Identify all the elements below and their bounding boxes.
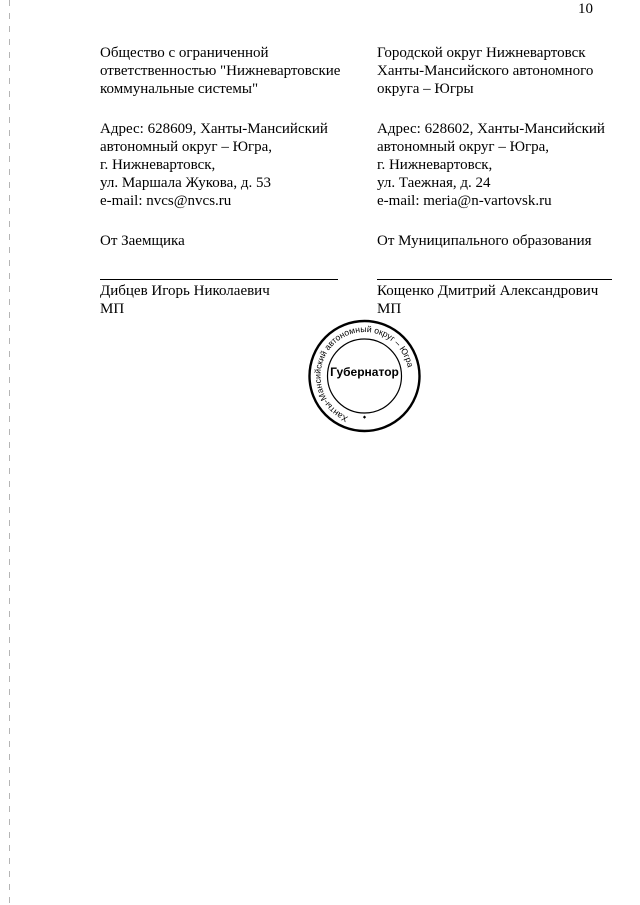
municipality-org-line: Городской округ Нижневартовск bbox=[377, 45, 586, 61]
page-number: 10 bbox=[578, 1, 593, 17]
municipality-org-line: Ханты-Мансийского автономного bbox=[377, 63, 594, 79]
borrower-signer-name: Дибцев Игорь Николаевич bbox=[100, 283, 270, 299]
municipality-address-line: Адрес: 628602, Ханты-Мансийский bbox=[377, 121, 605, 137]
borrower-org-line: ответственностью "Нижневартовские bbox=[100, 63, 341, 79]
municipality-email: e-mail: meria@n-vartovsk.ru bbox=[377, 193, 552, 209]
municipality-signature-line bbox=[377, 279, 612, 280]
borrower-party-label: От Заемщика bbox=[100, 233, 185, 249]
seal-emblem-icon bbox=[363, 416, 366, 419]
borrower-address bbox=[100, 120, 358, 210]
borrower-org-line: Общество с ограниченной bbox=[100, 45, 269, 61]
borrower-org-line: коммунальные системы" bbox=[100, 81, 259, 97]
borrower-column bbox=[100, 44, 358, 318]
borrower-address-line: г. Нижневартовск, bbox=[100, 157, 216, 173]
borrower-org bbox=[100, 44, 358, 98]
municipality-address-line: ул. Таежная, д. 24 bbox=[377, 175, 491, 191]
municipality-org bbox=[377, 44, 629, 98]
borrower-address-line: ул. Маршала Жукова, д. 53 bbox=[100, 175, 271, 191]
seal-ring-text: Ханты-Мансийский автономный округ – Югра bbox=[312, 323, 416, 425]
municipality-address-line: г. Нижневартовск, bbox=[377, 157, 493, 173]
municipality-signer-name: Кощенко Дмитрий Александрович bbox=[377, 283, 599, 299]
scan-edge bbox=[9, 0, 10, 905]
municipality-address-line: автономный округ – Югра, bbox=[377, 139, 550, 155]
municipality-column bbox=[377, 44, 629, 318]
borrower-seal-mark: МП bbox=[100, 301, 125, 317]
municipality-party-label: От Муниципального образования bbox=[377, 233, 592, 249]
seal-center-text: Губернатор bbox=[330, 365, 399, 379]
borrower-signature-line bbox=[100, 279, 338, 280]
municipality-address bbox=[377, 120, 629, 210]
borrower-address-line: автономный округ – Югра, bbox=[100, 139, 273, 155]
governor-seal-stamp bbox=[301, 319, 428, 435]
borrower-email: e-mail: nvcs@nvcs.ru bbox=[100, 193, 232, 209]
municipality-seal-mark: МП bbox=[377, 301, 402, 317]
municipality-org-line: округа – Югры bbox=[377, 81, 474, 97]
borrower-address-line: Адрес: 628609, Ханты-Мансийский bbox=[100, 121, 328, 137]
